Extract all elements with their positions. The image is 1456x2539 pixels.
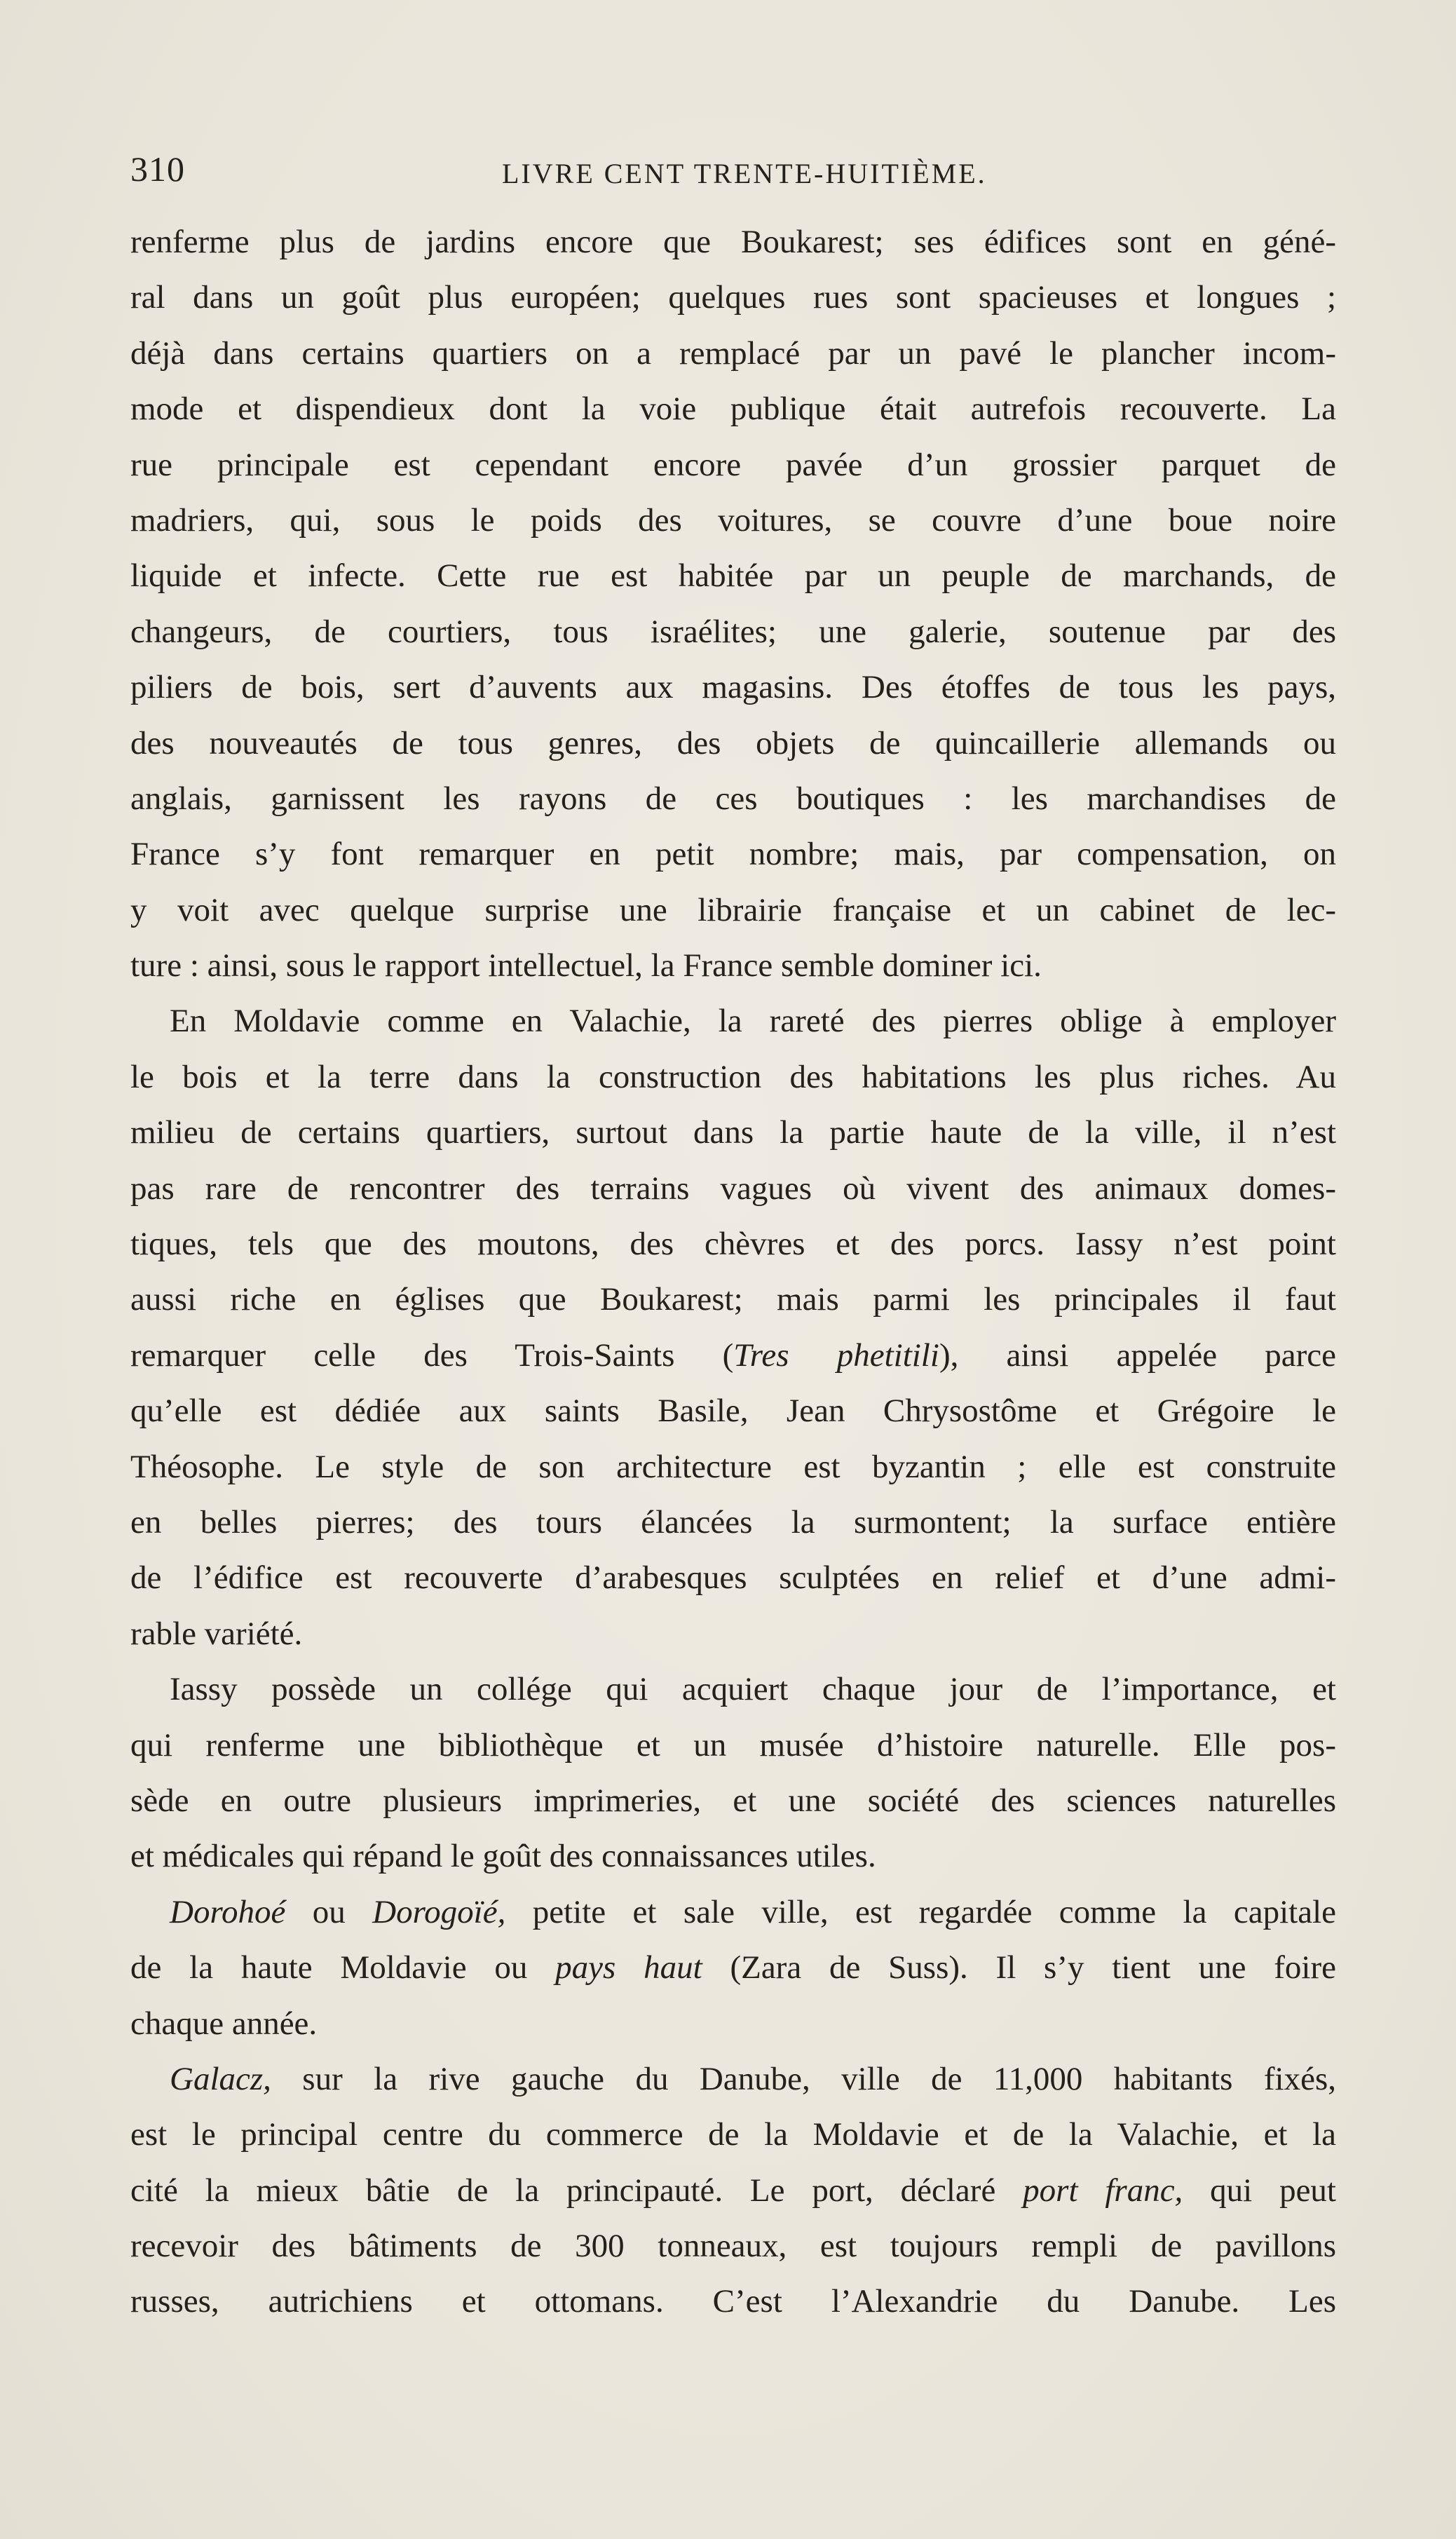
text-line: tiques, tels que des moutons, des chèvres et des porcs. Iassy n’est point [130,1226,1336,1263]
italic-segment: Tres phetitili [733,1336,939,1374]
text-line-mixed [130,1328,1336,1383]
text-line-mixed [130,1885,1336,1940]
text-line: le bois et la terre dans la construction des habitations les plus riches. Au [130,1058,1336,1095]
text-line: Iassy possède un collége qui acquiert chaque jour de l’importance, et [170,1671,1336,1708]
text-segment: qui peut [1183,2172,1336,2209]
text-segment: sur la rive gauche du Danube, ville de 11,000 habitants fixés, [271,2060,1336,2097]
text-line: changeurs, de courtiers, tous israélites; une galerie, soutenue par des [130,613,1336,650]
text-segment: petite et sale ville, est regardée comme la capitale [505,1893,1336,1930]
text-line: qui renferme une bibliothèque et un musée d’histoire naturelle. Elle pos- [130,1726,1336,1763]
text-line: ture : ainsi, sous le rapport intellectuel, la France semble dominer ici. [130,947,1042,984]
italic-segment: port franc, [1023,2172,1183,2209]
text-line: russes, autrichiens et ottomans. C’est l’Alexandrie du Danube. Les [130,2283,1336,2320]
text-segment: cité la mieux bâtie de la principauté. Le port, déclaré [130,2172,1023,2209]
text-line-mixed [130,2163,1336,2219]
text-line: de l’édifice est recouverte d’arabesques sculptées en relief et d’une admi- [130,1559,1336,1597]
text-line: y voit avec quelque surprise une librairie française et un cabinet de lec- [130,891,1336,928]
text-line: et médicales qui répand le goût des connaissances utiles. [130,1838,876,1875]
text-line: mode et dispendieux dont la voie publique était autrefois recouverte. La [130,391,1336,428]
running-head [130,149,1336,191]
text-line: sède en outre plusieurs imprimeries, et une société des sciences naturelles [130,1782,1336,1819]
text-line: en belles pierres; des tours élancées la surmontent; la surface entière [130,1503,1336,1541]
text-line: ral dans un goût plus européen; quelques rues sont spacieuses et longues ; [130,279,1336,316]
italic-segment: pays haut [555,1949,702,1986]
text-line: France s’y font remarquer en petit nombre; mais, par compensation, on [130,836,1336,873]
text-line: renferme plus de jardins encore que Boukarest; ses édifices sont en géné- [130,224,1336,260]
text-line: piliers de bois, sert d’auvents aux magasins. Des étoffes de tous les pays, [130,669,1336,706]
text-line: aussi riche en églises que Boukarest; mais parmi les principales il faut [130,1281,1336,1318]
italic-segment: Dorogoïé, [372,1893,506,1930]
text-segment: remarquer celle des Trois-Saints ( [130,1336,734,1374]
text-line: qu’elle est dédiée aux saints Basile, Jean Chrysostôme et Grégoire le [130,1393,1336,1430]
text-line: liquide et infecte. Cette rue est habitée par un peuple de marchands, de [130,557,1336,595]
text-line: recevoir des bâtiments de 300 tonneaux, est toujours rempli de pavillons [130,2228,1336,2265]
text-line-mixed [130,1940,1336,1996]
text-line: pas rare de rencontrer des terrains vagues où vivent des animaux domes- [130,1170,1336,1207]
page-number: 310 [130,149,185,189]
text-line: milieu de certains quartiers, surtout dans la partie haute de la ville, il n’est [130,1114,1336,1151]
text-line: des nouveautés de tous genres, des objets de quincaillerie allemands ou [130,724,1336,761]
body-text [130,215,1336,2330]
text-segment: ou [285,1893,373,1930]
text-segment: ), ainsi appelée parce [939,1336,1336,1374]
text-line: rue principale est cependant encore pavée d’un grossier parquet de [130,446,1336,483]
text-line: déjà dans certains quartiers on a remplacé par un pavé le plancher incom- [130,334,1336,372]
text-line: En Moldavie comme en Valachie, la rareté des pierres oblige à employer [170,1003,1336,1040]
text-line: est le principal centre du commerce de la Moldavie et de la Valachie, et la [130,2116,1336,2153]
italic-segment: Dorohoé [170,1893,286,1930]
text-line: chaque année. [130,2005,318,2042]
text-line: madriers, qui, sous le poids des voitures, se couvre d’une boue noire [130,501,1336,539]
text-segment: de la haute Moldavie ou [130,1949,556,1986]
text-line: anglais, garnissent les rayons de ces boutiques : les marchandises de [130,780,1336,817]
text-segment: (Zara de Suss). Il s’y tient une foire [702,1949,1336,1986]
running-head-title: LIVRE CENT TRENTE-HUITIÈME. [502,158,987,189]
text-line-mixed [130,2052,1336,2107]
italic-segment: Galacz, [170,2060,271,2097]
text-line: rable variété. [130,1615,303,1652]
text-line: Théosophe. Le style de son architecture est byzantin ; elle est construite [130,1448,1336,1485]
